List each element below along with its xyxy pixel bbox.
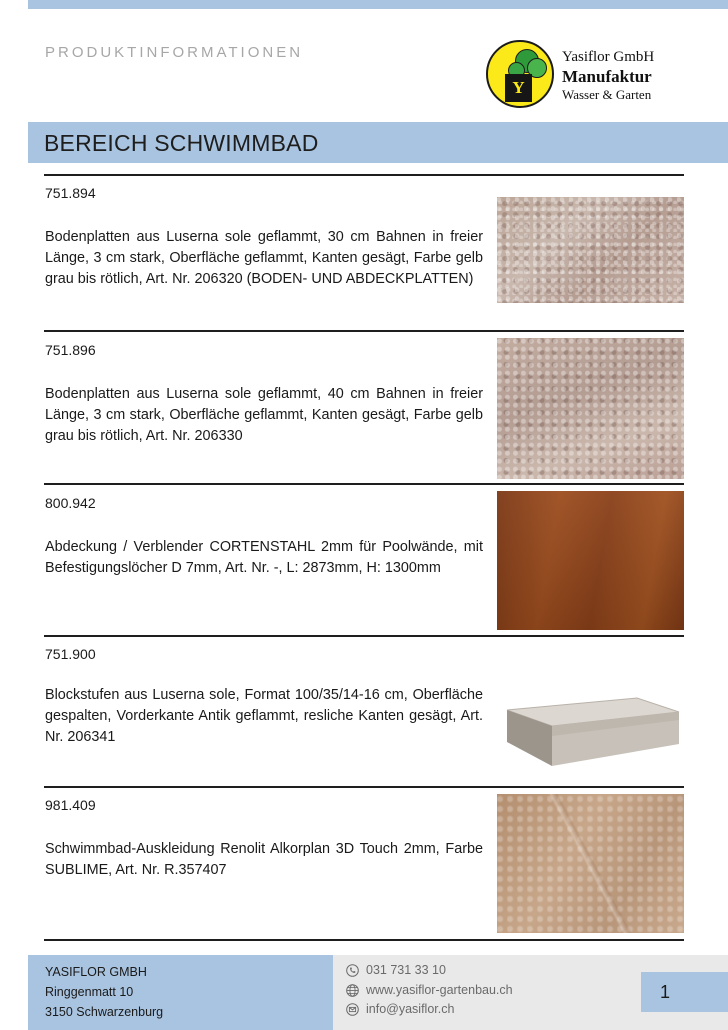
section-title: BEREICH SCHWIMMBAD xyxy=(44,130,319,156)
product-image-corten xyxy=(497,491,684,630)
divider xyxy=(44,330,684,332)
divider xyxy=(44,786,684,788)
item-description: Bodenplatten aus Luserna sole geflammt, 30 cm Bahnen in freier Länge, 3 cm stark, Oberfläche geflammt, Kanten gesägt, Farbe gelb grau bis rötlich, Art. Nr. 206320 (BODEN- UND ABDECKPLATTEN) xyxy=(45,229,483,287)
phone-number: 031 731 33 10 xyxy=(366,963,446,977)
logo-letter: Y xyxy=(505,74,532,102)
product-image-renolit xyxy=(497,794,684,933)
phone-icon xyxy=(346,964,359,977)
logo-company-name: Yasiflor GmbH xyxy=(562,49,655,65)
top-accent-band xyxy=(28,0,728,9)
company-logo xyxy=(486,40,716,114)
web-row xyxy=(346,981,513,1001)
item-code: 751.896 xyxy=(45,342,96,358)
item-code: 751.900 xyxy=(45,646,96,662)
divider xyxy=(44,939,684,941)
item-description: Bodenplatten aus Luserna sole geflammt, 40 cm Bahnen in freier Länge, 3 cm stark, Oberfläche geflammt, Kanten gesägt, Farbe gelb grau bis rötlich, Art. Nr. 206330 xyxy=(45,386,483,444)
item-description: Schwimmbad-Auskleidung Renolit Alkorplan 3D Touch 2mm, Farbe SUBLIME, Art. Nr. R.357407 xyxy=(45,841,483,878)
footer-address xyxy=(45,962,163,1022)
block-step-drawing xyxy=(497,680,684,770)
globe-icon xyxy=(346,984,359,997)
footer-city: 3150 Schwarzenburg xyxy=(45,1005,164,1019)
page-number: 1 xyxy=(659,982,670,1002)
logo-tagline: Manufaktur xyxy=(562,67,652,86)
footer-street: Ringgenmatt 10 xyxy=(45,985,134,999)
item-code: 800.942 xyxy=(45,495,96,511)
product-image-granite xyxy=(497,197,684,303)
logo-emblem xyxy=(486,40,554,108)
item-code: 751.894 xyxy=(45,185,96,201)
item-code: 981.409 xyxy=(45,797,96,813)
divider xyxy=(44,174,684,176)
phone-row xyxy=(346,961,513,981)
product-image-granite xyxy=(497,338,684,479)
logo-subline: Wasser & Garten xyxy=(562,87,652,102)
item-description: Blockstufen aus Luserna sole, Format 100/35/14-16 cm, Oberfläche gespalten, Vorderkante Antik geflammt, resliche Kanten gesägt, Art. Nr. 206341 xyxy=(45,687,483,745)
item-description: Abdeckung / Verblender CORTENSTAHL 2mm für Poolwände, mit Befestigungslöcher D 7mm, Art. Nr. -, L: 2873mm, H: 1300mm xyxy=(45,539,483,576)
divider xyxy=(44,635,684,637)
website-link[interactable]: www.yasiflor-gartenbau.ch xyxy=(366,982,513,997)
footer-contact xyxy=(346,961,513,1020)
mail-icon xyxy=(346,1003,359,1016)
document-label: PRODUKTINFORMATIONEN xyxy=(45,44,304,61)
footer-company: YASIFLOR GMBH xyxy=(45,965,147,979)
product-image-block-step xyxy=(497,680,684,770)
email-row xyxy=(346,1000,513,1020)
logo-wordmark xyxy=(562,50,654,101)
email-link[interactable]: info@yasiflor.ch xyxy=(366,1002,455,1016)
divider xyxy=(44,483,684,485)
